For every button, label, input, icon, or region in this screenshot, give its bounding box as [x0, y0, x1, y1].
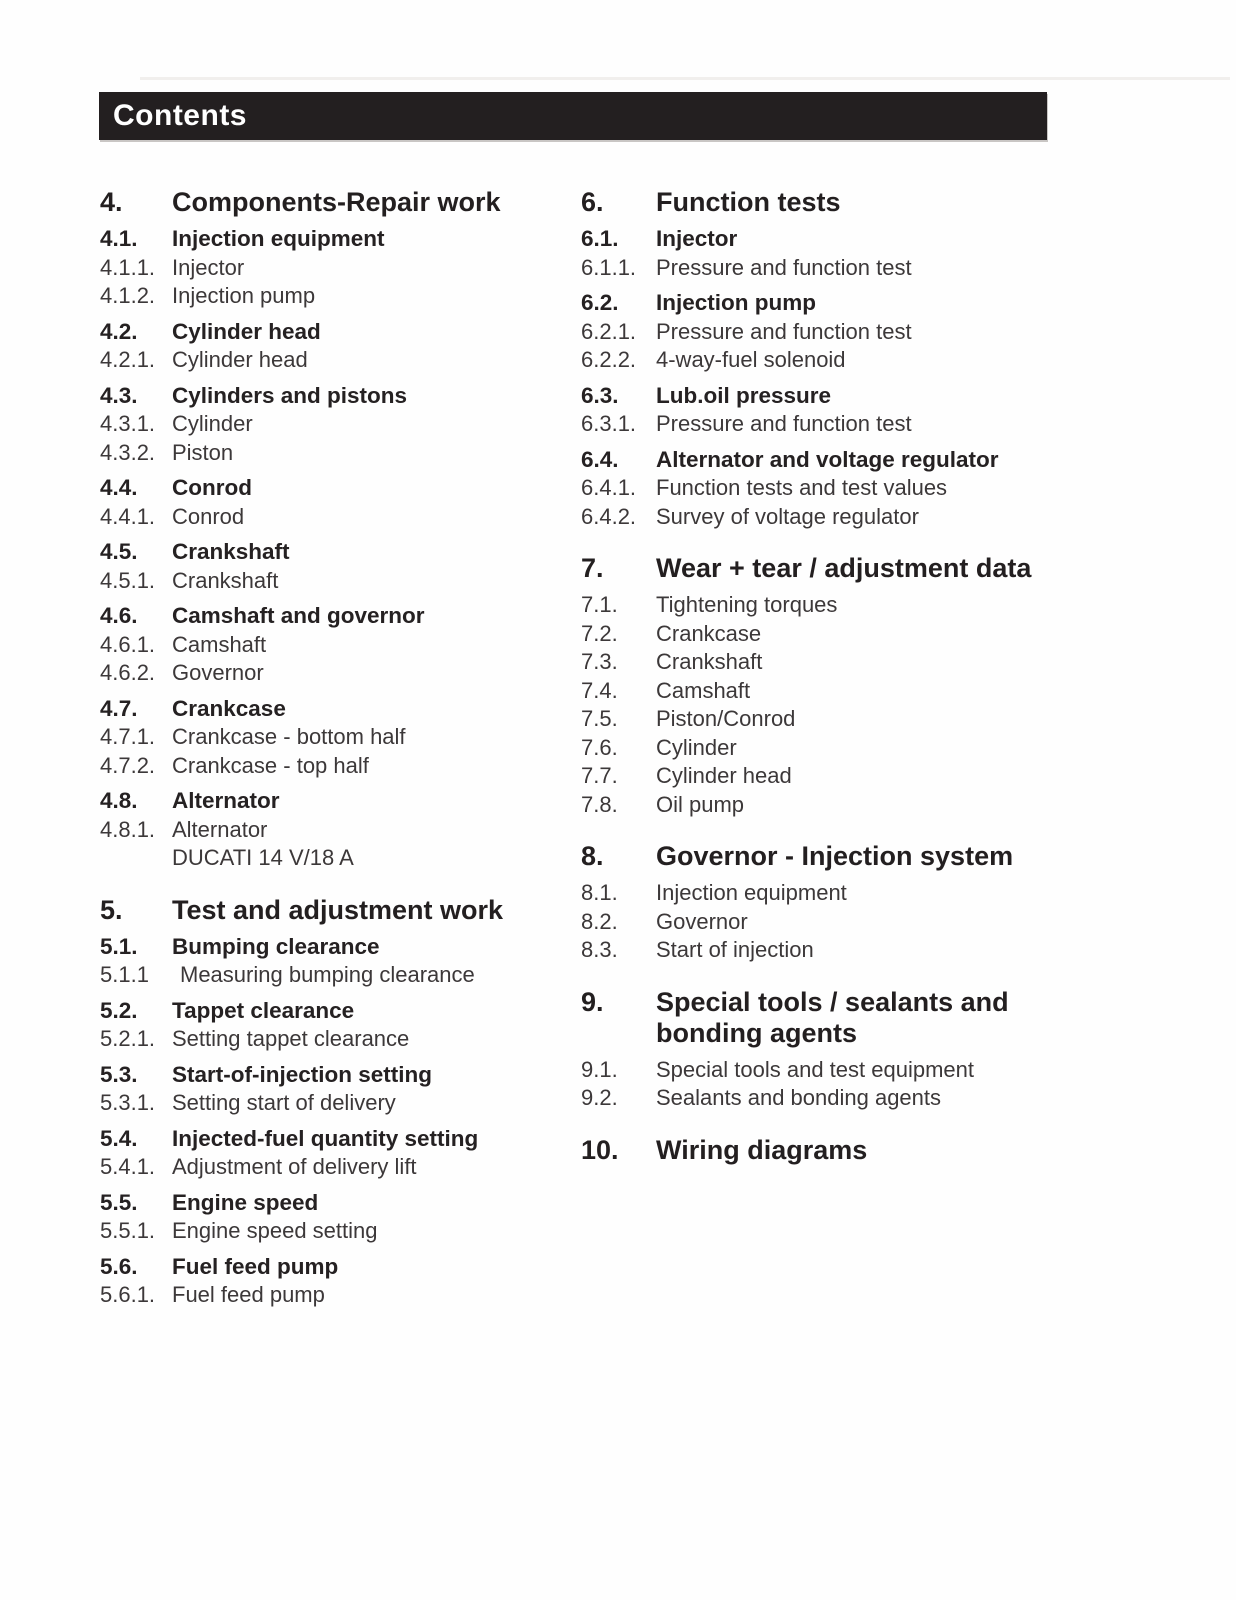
chapter — [581, 1135, 1196, 1166]
entry-label: Camshaft and governor — [172, 603, 425, 628]
entry-number: 4.2. — [100, 318, 138, 344]
entry-label: Pressure and function test — [656, 254, 912, 280]
entry-number: 4.6. — [100, 603, 138, 628]
page-title: Contents — [113, 99, 247, 132]
entry-label: Function tests and test values — [656, 475, 948, 500]
chapter — [581, 841, 1196, 965]
entry-label-block — [172, 318, 321, 347]
entry-label-block — [172, 752, 369, 781]
entry-number: 6.2.1. — [581, 318, 637, 344]
toc-entry — [581, 936, 1196, 965]
entry-number: 7.3. — [581, 649, 618, 674]
entry-number: 5.6. — [100, 1253, 138, 1279]
entry-number: 5.5.1. — [100, 1218, 156, 1243]
entry-label-block — [656, 410, 912, 439]
entry-number: 4.5. — [100, 539, 138, 564]
entry-label: Cylinder — [656, 734, 737, 760]
entry-label: Fuel feed pump — [172, 1282, 325, 1307]
entry-label: Measuring bumping clearance — [180, 962, 475, 987]
entry-number: 8.1. — [581, 880, 618, 905]
entry-label: Cylinder head — [172, 318, 321, 344]
toc-entry — [100, 1061, 581, 1090]
entry-label-block — [656, 382, 831, 411]
entry-label-block — [172, 382, 407, 411]
entry-label-block — [656, 225, 737, 254]
entry-label: Alternator — [172, 788, 280, 813]
entry-number: 4.6.1. — [100, 631, 156, 657]
toc-entry — [581, 734, 1196, 763]
entry-label-block — [656, 936, 814, 965]
entry-label: Governor — [172, 660, 264, 685]
entry-number: 5.1.1 — [100, 962, 149, 987]
entry-number: 4.8. — [100, 788, 138, 813]
entry-number: 7.8. — [581, 791, 618, 817]
entry-label-block — [172, 1061, 432, 1090]
entry-label-block — [172, 282, 315, 311]
entry-label-block — [656, 677, 750, 706]
entry-label-block — [656, 1084, 941, 1113]
toc-entry — [100, 1281, 581, 1310]
entry-label: Start of injection — [656, 937, 814, 962]
chapter-heading — [581, 841, 1196, 872]
toc-entry — [100, 659, 581, 688]
entry-label-block — [172, 254, 244, 283]
entry-number: 4.1.1. — [100, 254, 156, 280]
chapter-title: Wear + tear / adjustment data — [656, 553, 1032, 583]
toc-entry — [581, 591, 1196, 620]
entry-label-block — [656, 289, 816, 318]
chapter-title-block — [656, 553, 1031, 584]
entry-number: 5.4.1. — [100, 1154, 156, 1179]
toc-entry — [100, 1189, 581, 1218]
toc-entry — [100, 225, 581, 254]
entry-number: 5.5. — [100, 1189, 138, 1215]
entry-number: 8.3. — [581, 937, 618, 962]
entry-label: Engine speed — [172, 1189, 319, 1215]
entry-number: 9.2. — [581, 1085, 618, 1110]
entry-label: Bumping clearance — [172, 933, 380, 959]
entry-label: Injection pump — [656, 290, 816, 315]
toc-entry — [581, 677, 1196, 706]
toc-entry — [100, 1253, 581, 1282]
chapter-number: 9. — [581, 986, 604, 1017]
entry-label: Pressure and function test — [656, 318, 912, 344]
table-of-contents — [100, 187, 1196, 1310]
toc-entry — [581, 908, 1196, 937]
chapter-title-block — [656, 841, 1013, 872]
entry-label-block — [656, 908, 748, 937]
entry-number: 6.4.2. — [581, 503, 637, 529]
entry-number: 5.1. — [100, 933, 138, 959]
entry-label: Injection pump — [172, 283, 316, 308]
entry-number: 6.1.1. — [581, 254, 637, 280]
entry-number: 4.8.1. — [100, 816, 156, 842]
entry-label: Adjustment of delivery lift — [172, 1154, 417, 1179]
entry-label: Pressure and function test — [656, 411, 912, 436]
toc-entry — [100, 282, 581, 311]
entry-label: Cylinder head — [172, 347, 308, 372]
entry-label: Crankshaft — [172, 567, 279, 593]
entry-label-block — [172, 1025, 409, 1054]
toc-entry — [581, 791, 1196, 820]
entry-number: 4.4. — [100, 475, 138, 500]
toc-entry — [100, 503, 581, 532]
chapter-title-block — [172, 895, 503, 926]
toc-entry — [100, 254, 581, 283]
entry-number: 4.3. — [100, 382, 138, 408]
toc-entry — [100, 631, 581, 660]
entry-number: 6.1. — [581, 226, 619, 251]
toc-entry — [581, 1084, 1196, 1113]
entry-label: Lub.oil pressure — [656, 382, 832, 408]
entry-number: 4.7. — [100, 695, 138, 721]
entry-label: Fuel feed pump — [172, 1253, 339, 1279]
chapter — [100, 895, 581, 1310]
toc-entry — [100, 346, 581, 375]
entry-label: Start-of-injection setting — [172, 1061, 432, 1087]
entry-number: 4.3.1. — [100, 411, 156, 436]
chapter-heading — [100, 187, 581, 218]
toc-entry — [100, 318, 581, 347]
toc-entry — [100, 997, 581, 1026]
entry-label-block — [172, 1153, 417, 1182]
toc-entry — [581, 410, 1196, 439]
entry-label: Setting tappet clearance — [172, 1026, 410, 1051]
entry-label-block — [172, 816, 354, 873]
toc-entry — [100, 752, 581, 781]
entry-label: Conrod — [172, 475, 252, 500]
chapter — [581, 187, 1196, 531]
entry-number: 5.2.1. — [100, 1026, 156, 1051]
chapter-title: Test and adjustment work — [172, 894, 504, 925]
contents-header-bar — [99, 92, 1047, 140]
entry-label-block — [172, 410, 253, 439]
entry-label-block — [656, 346, 846, 375]
entry-label-block — [172, 933, 380, 962]
entry-label-block — [172, 346, 308, 375]
entry-label-block — [172, 474, 252, 503]
toc-entry — [581, 648, 1196, 677]
entry-label-block — [172, 695, 286, 724]
entry-label-block — [172, 1125, 478, 1154]
entry-label: Alternator and voltage regulator — [656, 446, 999, 472]
entry-label: Cylinders and pistons — [172, 382, 408, 408]
entry-label: Injection equipment — [656, 880, 847, 905]
toc-entry — [100, 1089, 581, 1118]
chapter-title: Wiring diagrams — [656, 1134, 868, 1165]
entry-label: Survey of voltage regulator — [656, 503, 919, 529]
entry-label-block — [172, 723, 406, 752]
entry-label-block — [172, 1281, 325, 1310]
entry-label-block — [172, 961, 475, 990]
entry-label-block — [656, 648, 762, 677]
chapter-title-block — [656, 987, 1009, 1049]
entry-label: Crankcase — [656, 620, 762, 646]
entry-label-block — [172, 538, 290, 567]
entry-number: 5.3. — [100, 1061, 138, 1087]
toc-entry — [100, 567, 581, 596]
toc-entry — [100, 474, 581, 503]
entry-label-block — [656, 446, 999, 475]
chapter-title: Components-Repair work — [172, 187, 501, 217]
entry-label-block — [172, 1089, 396, 1118]
chapter-number: 7. — [581, 553, 604, 583]
toc-entry — [100, 933, 581, 962]
chapter-title-block — [656, 1135, 867, 1166]
toc-entry — [100, 961, 581, 990]
chapter — [581, 553, 1196, 819]
chapter-heading — [581, 553, 1196, 584]
entry-label-block — [656, 620, 761, 649]
toc-entry — [100, 787, 581, 816]
entry-number: 6.2.2. — [581, 347, 637, 372]
entry-label-block — [656, 734, 737, 763]
entry-label: Injector — [172, 254, 245, 280]
entry-label-block — [172, 1189, 318, 1218]
chapter-title-block — [656, 187, 841, 218]
entry-label: Camshaft — [172, 631, 267, 657]
toc-entry — [100, 439, 581, 468]
entry-label-block — [172, 567, 278, 596]
entry-label: Piston/Conrod — [656, 706, 796, 731]
toc-entry — [581, 225, 1196, 254]
entry-label-block — [656, 254, 912, 283]
toc-entry — [100, 1217, 581, 1246]
chapter-title-line2: bonding agents — [656, 1017, 857, 1048]
entry-number: 7.1. — [581, 592, 618, 617]
entry-number: 4.7.2. — [100, 752, 156, 778]
entry-number: 7.4. — [581, 677, 618, 703]
toc-entry — [581, 318, 1196, 347]
entry-label: Camshaft — [656, 677, 751, 703]
entry-number: 4.2.1. — [100, 347, 156, 372]
entry-label: Crankshaft — [656, 649, 763, 674]
entry-number: 4.6.2. — [100, 660, 156, 685]
entry-number: 5.2. — [100, 997, 138, 1023]
toc-entry — [581, 1056, 1196, 1085]
chapter-heading — [581, 187, 1196, 218]
entry-label: Crankcase — [172, 695, 286, 721]
chapter-title: Function tests — [656, 187, 841, 217]
toc-entry — [100, 382, 581, 411]
toc-entry — [100, 410, 581, 439]
entry-label: Conrod — [172, 503, 245, 529]
entry-label: Crankshaft — [172, 539, 290, 564]
entry-number: 4.1. — [100, 226, 138, 251]
entry-number: 8.2. — [581, 908, 618, 934]
toc-column-right — [581, 187, 1196, 1173]
toc-entry — [581, 705, 1196, 734]
toc-column-left — [100, 187, 581, 1310]
entry-number: 6.2. — [581, 290, 619, 315]
entry-number: 4.1.2. — [100, 283, 156, 308]
entry-label-block — [656, 879, 847, 908]
entry-label: Cylinder head — [656, 763, 792, 788]
toc-entry — [581, 879, 1196, 908]
entry-label: Setting start of delivery — [172, 1090, 396, 1115]
entry-label: Crankcase - top half — [172, 752, 369, 778]
entry-number: 7.7. — [581, 763, 618, 788]
toc-entry — [100, 1125, 581, 1154]
chapter-number: 8. — [581, 841, 604, 871]
toc-entry — [581, 474, 1196, 503]
toc-entry — [581, 382, 1196, 411]
chapter-title: Governor - Injection system — [656, 841, 1014, 871]
entry-label: Sealants and bonding agents — [656, 1085, 942, 1110]
toc-entry — [100, 538, 581, 567]
toc-entry — [581, 254, 1196, 283]
entry-number: 5.4. — [100, 1125, 138, 1151]
entry-label: Special tools and test equipment — [656, 1056, 974, 1082]
toc-entry — [100, 695, 581, 724]
entry-number: 6.4.1. — [581, 475, 637, 500]
entry-label: Tappet clearance — [172, 997, 355, 1023]
entry-number: 6.3.1. — [581, 411, 637, 436]
toc-entry — [100, 602, 581, 631]
entry-label-block — [172, 1253, 338, 1282]
entry-label-block — [172, 439, 233, 468]
toc-entry — [581, 446, 1196, 475]
entry-label-block — [656, 791, 744, 820]
entry-label: Crankcase - bottom half — [172, 724, 406, 749]
entry-label: Alternator — [172, 816, 268, 842]
entry-label-block — [172, 659, 264, 688]
scan-artifact-line — [140, 77, 1230, 80]
entry-number: 9.1. — [581, 1056, 618, 1082]
chapter-heading — [581, 1135, 1196, 1166]
entry-label-block — [172, 503, 244, 532]
entry-label-block — [656, 474, 947, 503]
entry-number: 5.6.1. — [100, 1282, 156, 1307]
entry-label-block — [656, 318, 912, 347]
toc-entry — [100, 723, 581, 752]
entry-number: 4.3.2. — [100, 439, 156, 465]
entry-label: Tightening torques — [656, 592, 838, 617]
chapter-heading — [100, 895, 581, 926]
entry-number: 4.4.1. — [100, 503, 156, 529]
chapter-title: Special tools / sealants and — [656, 986, 1009, 1017]
toc-entry — [581, 346, 1196, 375]
entry-label: Oil pump — [656, 791, 745, 817]
chapter-title-block — [172, 187, 501, 218]
toc-entry — [581, 762, 1196, 791]
entry-label-block — [172, 787, 280, 816]
entry-number: 6.3. — [581, 382, 619, 408]
chapter — [100, 187, 581, 873]
entry-label: Injection equipment — [172, 226, 385, 251]
entry-number: 6.4. — [581, 446, 619, 472]
toc-entry — [100, 816, 581, 873]
toc-entry — [100, 1153, 581, 1182]
entry-number: 7.6. — [581, 734, 618, 760]
entry-label-line2: DUCATI 14 V/18 A — [172, 845, 354, 870]
entry-label-block — [656, 705, 795, 734]
entry-number: 7.5. — [581, 706, 618, 731]
entry-label-block — [172, 1217, 378, 1246]
entry-label: Engine speed setting — [172, 1218, 378, 1243]
chapter-number: 6. — [581, 187, 604, 217]
chapter — [581, 987, 1196, 1113]
entry-label-block — [172, 997, 354, 1026]
entry-number: 5.3.1. — [100, 1090, 156, 1115]
entry-label: Injector — [656, 226, 738, 251]
entry-label: Governor — [656, 908, 748, 934]
entry-label-block — [656, 762, 792, 791]
entry-label-block — [656, 591, 837, 620]
entry-number: 4.5.1. — [100, 567, 156, 593]
chapter-number: 4. — [100, 187, 123, 217]
entry-label: Piston — [172, 439, 234, 465]
entry-label: 4-way-fuel solenoid — [656, 347, 846, 372]
entry-label-block — [172, 602, 425, 631]
toc-entry — [100, 1025, 581, 1054]
entry-label: Injected-fuel quantity setting — [172, 1125, 479, 1151]
entry-label-block — [172, 631, 266, 660]
toc-entry — [581, 620, 1196, 649]
entry-number: 4.7.1. — [100, 724, 156, 749]
entry-label: Cylinder — [172, 411, 253, 436]
toc-entry — [581, 503, 1196, 532]
entry-label-block — [172, 225, 385, 254]
entry-label-block — [656, 503, 919, 532]
toc-entry — [581, 289, 1196, 318]
entry-number: 7.2. — [581, 620, 618, 646]
entry-label-block — [656, 1056, 974, 1085]
chapter-heading — [581, 987, 1196, 1049]
chapter-number: 10. — [581, 1134, 619, 1165]
chapter-number: 5. — [100, 894, 123, 925]
